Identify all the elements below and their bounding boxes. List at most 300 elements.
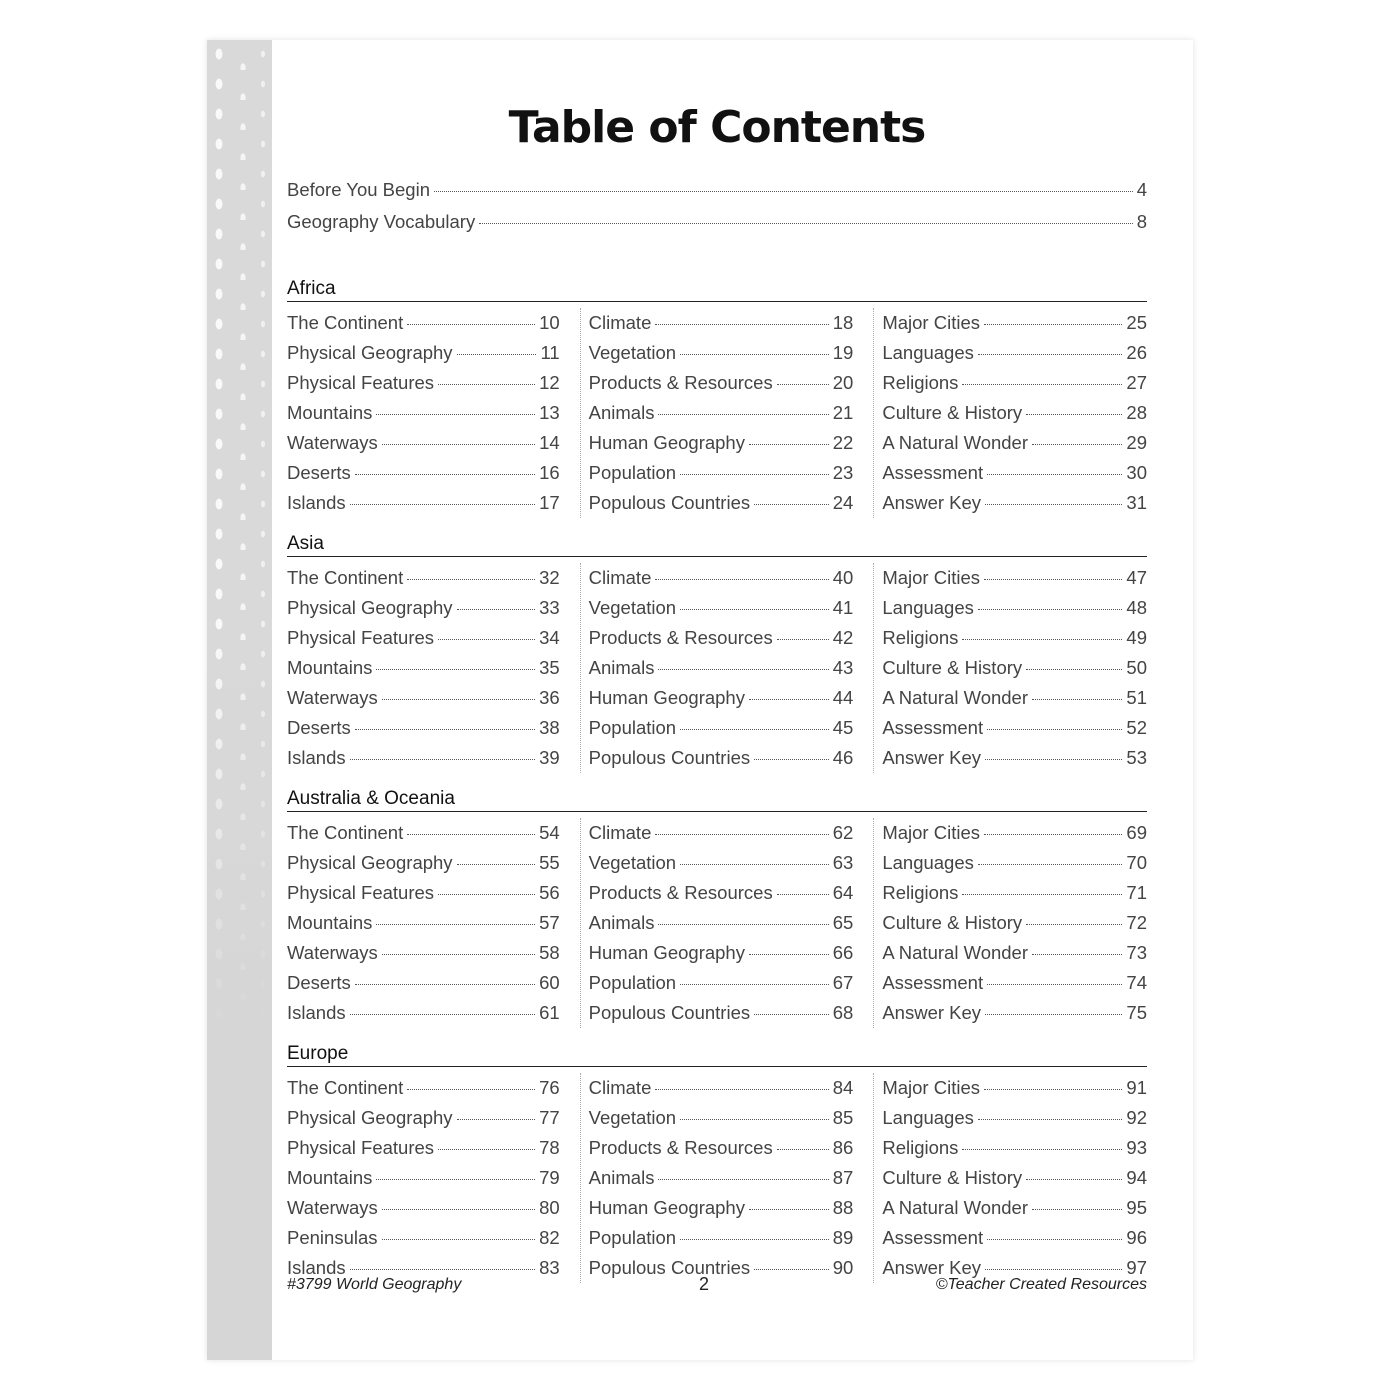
- toc-entry-label: Products & Resources: [588, 882, 773, 903]
- toc-entry-label: Assessment: [882, 462, 984, 483]
- toc-entry-page: 33: [539, 597, 560, 618]
- footer-copyright: ©Teacher Created Resources: [935, 1276, 1147, 1293]
- toc-entry-label: The Continent: [287, 312, 404, 333]
- toc-entry-label: Major Cities: [882, 567, 980, 588]
- dot-leader: [655, 1089, 828, 1090]
- toc-entry-page: 56: [539, 882, 560, 903]
- toc-entry-page: 13: [539, 402, 560, 423]
- dot-leader: [355, 474, 535, 475]
- document-page: [207, 40, 1193, 1360]
- dot-leader: [749, 954, 829, 955]
- toc-entry-page: 25: [1126, 312, 1147, 333]
- dot-leader: [1032, 954, 1122, 955]
- dot-leader: [987, 1239, 1122, 1240]
- toc-entry: [287, 998, 560, 1028]
- toc-entry: [882, 878, 1147, 908]
- toc-entry-label: Major Cities: [882, 312, 980, 333]
- toc-entry-page: 41: [832, 597, 854, 618]
- toc-entry: [287, 308, 560, 338]
- toc-entry: [589, 998, 854, 1028]
- toc-entry-page: 64: [832, 882, 854, 903]
- toc-entry-label: Religions: [882, 372, 959, 393]
- toc-entry-page: 94: [1126, 1167, 1147, 1188]
- toc-entry-page: 27: [1126, 372, 1147, 393]
- toc-entry-label: Human Geography: [588, 432, 745, 453]
- toc-entry-page: 73: [1126, 942, 1147, 963]
- toc-entry-page: 16: [539, 462, 560, 483]
- dot-leader: [985, 1014, 1122, 1015]
- dot-leader: [382, 1209, 535, 1210]
- dot-leader: [962, 1149, 1122, 1150]
- toc-entry-page: 53: [1126, 747, 1147, 768]
- toc-entry: [589, 338, 854, 368]
- toc-entry: [287, 818, 560, 848]
- dot-leader: [680, 1119, 829, 1120]
- toc-column: [873, 818, 1147, 1028]
- toc-entry-label: Physical Geography: [287, 342, 453, 363]
- toc-section: [287, 1042, 1147, 1283]
- toc-entry-page: 40: [832, 567, 854, 588]
- toc-entry-page: 29: [1126, 432, 1147, 453]
- toc-entry-page: 19: [832, 342, 854, 363]
- toc-entry-page: 92: [1126, 1107, 1147, 1128]
- toc-entry-page: 24: [832, 492, 854, 513]
- toc-entry: [287, 848, 560, 878]
- toc-entry-label: Islands: [287, 492, 346, 513]
- dot-leader: [749, 699, 829, 700]
- toc-entry-label: The Continent: [287, 822, 404, 843]
- dot-leader: [962, 639, 1122, 640]
- toc-entry-label: Vegetation: [588, 597, 677, 618]
- toc-entry: [589, 968, 854, 998]
- toc-column: [580, 818, 854, 1028]
- toc-entry-label: Waterways: [287, 1197, 378, 1218]
- toc-entry: [589, 713, 854, 743]
- toc-column: [873, 308, 1147, 518]
- toc-entry-page: 79: [539, 1167, 560, 1188]
- toc-entry-page: 58: [539, 942, 560, 963]
- toc-entry-page: 57: [539, 912, 560, 933]
- toc-entry: [882, 653, 1147, 683]
- toc-entry-label: Islands: [287, 1002, 346, 1023]
- dot-leader: [350, 759, 535, 760]
- toc-entry-label: A Natural Wonder: [882, 1197, 1029, 1218]
- dot-leader: [655, 834, 828, 835]
- toc-entry-label: Population: [588, 717, 677, 738]
- toc-entry: [882, 1133, 1147, 1163]
- section-heading: Africa: [287, 277, 1147, 302]
- toc-entry-page: 38: [539, 717, 560, 738]
- toc-column: [287, 563, 560, 773]
- dot-leader: [350, 504, 535, 505]
- toc-entry: [589, 653, 854, 683]
- toc-entry-page: 67: [832, 972, 854, 993]
- section-columns: [287, 818, 1147, 1028]
- toc-entry: [882, 713, 1147, 743]
- dot-leader: [777, 894, 829, 895]
- toc-entry-label: The Continent: [287, 1077, 404, 1098]
- toc-entry: [287, 938, 560, 968]
- toc-entry-label: Products & Resources: [588, 1137, 773, 1158]
- toc-entry-page: 83: [539, 1257, 560, 1278]
- section-heading: Asia: [287, 532, 1147, 557]
- toc-entry: [589, 428, 854, 458]
- dot-leader: [680, 729, 829, 730]
- toc-entry: [589, 1193, 854, 1223]
- toc-column: [873, 563, 1147, 773]
- dot-leader: [962, 894, 1122, 895]
- dot-leader: [1032, 699, 1122, 700]
- toc-entry-label: Waterways: [287, 687, 378, 708]
- toc-entry-label: Waterways: [287, 942, 378, 963]
- toc-entry-label: Animals: [588, 657, 655, 678]
- toc-entry-label: Animals: [588, 402, 655, 423]
- dot-leader: [407, 1089, 535, 1090]
- toc-entry-label: A Natural Wonder: [882, 687, 1029, 708]
- dot-leader: [777, 384, 829, 385]
- toc-entry: [882, 428, 1147, 458]
- toc-entry: [882, 1163, 1147, 1193]
- toc-entry-page: 8: [1136, 211, 1147, 232]
- toc-entry-label: Assessment: [882, 1227, 984, 1248]
- toc-entry-label: Deserts: [287, 972, 351, 993]
- toc-entry-label: Religions: [882, 627, 959, 648]
- toc-entry-label: Products & Resources: [588, 627, 773, 648]
- toc-entry: [589, 368, 854, 398]
- toc-entry-label: Languages: [882, 597, 974, 618]
- toc-entry-label: Physical Geography: [287, 597, 453, 618]
- toc-entry-label: Peninsulas: [287, 1227, 378, 1248]
- toc-entry: [287, 338, 560, 368]
- toc-entry-page: 77: [539, 1107, 560, 1128]
- toc-entry-page: 88: [832, 1197, 854, 1218]
- toc-entry-page: 44: [832, 687, 854, 708]
- toc-column: [580, 563, 854, 773]
- page-title: Table of Contents: [508, 102, 926, 153]
- toc-entry: [589, 1073, 854, 1103]
- dot-leader: [987, 474, 1122, 475]
- toc-entry-label: Physical Features: [287, 627, 435, 648]
- toc-entry-page: 72: [1126, 912, 1147, 933]
- toc-entry: [882, 368, 1147, 398]
- front-matter-list: [287, 174, 1147, 238]
- toc-entry: [882, 1193, 1147, 1223]
- dot-leader: [438, 639, 535, 640]
- toc-entry-label: Answer Key: [882, 747, 982, 768]
- dot-leader: [754, 1014, 829, 1015]
- toc-entry-page: 12: [539, 372, 560, 393]
- toc-entry: [287, 1223, 560, 1253]
- toc-entry-label: A Natural Wonder: [882, 942, 1029, 963]
- toc-entry-label: Animals: [588, 1167, 655, 1188]
- toc-entry: [287, 1133, 560, 1163]
- toc-entry-label: Mountains: [287, 657, 373, 678]
- dot-leader: [978, 864, 1123, 865]
- dot-leader: [407, 324, 535, 325]
- toc-entry-page: 80: [539, 1197, 560, 1218]
- toc-entry: [287, 368, 560, 398]
- toc-entry: [287, 458, 560, 488]
- toc-entry-page: 48: [1126, 597, 1147, 618]
- dot-leader: [754, 759, 829, 760]
- toc-entry-page: 86: [832, 1137, 854, 1158]
- toc-entry-page: 31: [1126, 492, 1147, 513]
- toc-entry-page: 90: [832, 1257, 854, 1278]
- toc-entry-page: 75: [1126, 1002, 1147, 1023]
- toc-entry-page: 68: [832, 1002, 854, 1023]
- toc-entry: [882, 488, 1147, 518]
- toc-entry-label: Physical Features: [287, 372, 435, 393]
- dot-leader: [457, 609, 536, 610]
- toc-entry-label: Animals: [588, 912, 655, 933]
- toc-entry-page: 70: [1126, 852, 1147, 873]
- toc-entry-page: 10: [539, 312, 560, 333]
- toc-entry-label: Answer Key: [882, 492, 982, 513]
- dot-leader: [376, 924, 535, 925]
- toc-entry-label: Languages: [882, 1107, 974, 1128]
- toc-entry-label: Physical Features: [287, 882, 435, 903]
- toc-entry-label: Culture & History: [882, 402, 1023, 423]
- dot-leader: [658, 414, 828, 415]
- toc-entry: [882, 1103, 1147, 1133]
- toc-entry: [882, 338, 1147, 368]
- toc-column: [580, 308, 854, 518]
- toc-entry: [882, 968, 1147, 998]
- toc-entry-page: 45: [832, 717, 854, 738]
- dot-leader: [680, 984, 829, 985]
- toc-entry: [287, 593, 560, 623]
- toc-entry-label: Assessment: [882, 717, 984, 738]
- toc-section: [287, 787, 1147, 1028]
- dot-leader: [680, 1239, 829, 1240]
- toc-entry-label: The Continent: [287, 567, 404, 588]
- toc-entry-page: 20: [832, 372, 854, 393]
- toc-entry-page: 63: [832, 852, 854, 873]
- toc-entry-label: Major Cities: [882, 1077, 980, 1098]
- toc-entry: [589, 908, 854, 938]
- toc-entry-page: 46: [832, 747, 854, 768]
- toc-entry-label: Major Cities: [882, 822, 980, 843]
- toc-entry-label: Languages: [882, 342, 974, 363]
- toc-entry-label: Culture & History: [882, 657, 1023, 678]
- toc-entry-page: 35: [539, 657, 560, 678]
- toc-entry-label: Mountains: [287, 1167, 373, 1188]
- footer-book-title: #3799 World Geography: [287, 1276, 462, 1293]
- toc-entry-label: Culture & History: [882, 912, 1023, 933]
- toc-entry-label: Religions: [882, 882, 959, 903]
- toc-entry: [287, 1193, 560, 1223]
- toc-entry-page: 36: [539, 687, 560, 708]
- toc-entry: [589, 623, 854, 653]
- toc-entry-label: Vegetation: [588, 852, 677, 873]
- dot-leader: [658, 924, 828, 925]
- dot-leader: [1032, 1209, 1122, 1210]
- footer-page-number: 2: [698, 1274, 709, 1294]
- toc-entry-label: Vegetation: [588, 342, 677, 363]
- dot-leader: [754, 504, 829, 505]
- dot-leader: [382, 954, 535, 955]
- dot-leader: [1026, 924, 1122, 925]
- toc-entry: [287, 683, 560, 713]
- dot-leader: [655, 324, 828, 325]
- toc-entry-page: 66: [832, 942, 854, 963]
- dot-leader: [438, 1149, 535, 1150]
- toc-entry-page: 18: [832, 312, 854, 333]
- dot-leader: [978, 609, 1123, 610]
- toc-entry-page: 52: [1126, 717, 1147, 738]
- dot-leader: [1026, 414, 1122, 415]
- toc-entry: [287, 1163, 560, 1193]
- toc-entry-label: Population: [588, 1227, 677, 1248]
- toc-entry: [882, 458, 1147, 488]
- toc-entry: [287, 1103, 560, 1133]
- toc-entry-page: 4: [1136, 179, 1147, 200]
- dot-leader: [658, 669, 828, 670]
- toc-entry-page: 89: [832, 1227, 854, 1248]
- toc-entry-page: 71: [1126, 882, 1147, 903]
- toc-entry: [287, 206, 1147, 238]
- dot-leader: [376, 669, 535, 670]
- toc-entry-label: Populous Countries: [588, 747, 751, 768]
- toc-entry-page: 54: [539, 822, 560, 843]
- toc-entry-page: 51: [1126, 687, 1147, 708]
- toc-entry-page: 11: [540, 342, 560, 363]
- toc-entry-page: 23: [832, 462, 854, 483]
- toc-entry-label: Religions: [882, 1137, 959, 1158]
- toc-entry: [882, 938, 1147, 968]
- toc-entry-page: 49: [1126, 627, 1147, 648]
- toc-entry-page: 62: [832, 822, 854, 843]
- toc-entry-label: Climate: [588, 312, 652, 333]
- toc-entry-label: Answer Key: [882, 1257, 982, 1278]
- toc-entry: [882, 1073, 1147, 1103]
- dot-leader: [355, 729, 535, 730]
- toc-entry-label: Climate: [588, 1077, 652, 1098]
- dot-leader: [984, 324, 1122, 325]
- dot-leader: [457, 864, 536, 865]
- toc-entry: [882, 908, 1147, 938]
- dot-leader: [987, 984, 1122, 985]
- toc-entry: [589, 683, 854, 713]
- dot-leader: [382, 699, 535, 700]
- toc-entry: [882, 743, 1147, 773]
- toc-entry: [882, 563, 1147, 593]
- toc-entry: [287, 398, 560, 428]
- toc-entry-page: 21: [832, 402, 854, 423]
- toc-section: [287, 532, 1147, 773]
- toc-entry: [589, 593, 854, 623]
- dot-leader: [680, 864, 829, 865]
- dot-leader: [434, 191, 1133, 192]
- toc-entry: [882, 1223, 1147, 1253]
- toc-entry-page: 84: [832, 1077, 854, 1098]
- toc-entry-label: A Natural Wonder: [882, 432, 1029, 453]
- toc-entry-label: Climate: [588, 822, 652, 843]
- toc-entry: [589, 458, 854, 488]
- toc-entry-page: 55: [539, 852, 560, 873]
- toc-entry: [287, 713, 560, 743]
- toc-entry-label: Human Geography: [588, 1197, 745, 1218]
- toc-entry-page: 91: [1126, 1077, 1147, 1098]
- dot-leader: [984, 834, 1122, 835]
- dot-leader: [749, 444, 829, 445]
- dot-leader: [987, 729, 1122, 730]
- toc-column: [287, 308, 560, 518]
- dot-leader: [350, 1269, 535, 1270]
- toc-entry: [589, 1133, 854, 1163]
- toc-entry-label: Mountains: [287, 402, 373, 423]
- toc-entry-page: 76: [539, 1077, 560, 1098]
- toc-entry-label: Populous Countries: [588, 492, 751, 513]
- toc-entry-page: 93: [1126, 1137, 1147, 1158]
- toc-entry: [589, 398, 854, 428]
- toc-entry: [589, 488, 854, 518]
- toc-entry: [287, 968, 560, 998]
- toc-column: [287, 818, 560, 1028]
- toc-entry-page: 50: [1126, 657, 1147, 678]
- toc-entry: [882, 398, 1147, 428]
- toc-entry: [287, 908, 560, 938]
- dot-leader: [777, 639, 829, 640]
- toc-entry: [882, 308, 1147, 338]
- section-heading: Australia & Oceania: [287, 787, 1147, 812]
- toc-entry-page: 42: [832, 627, 854, 648]
- dot-leader: [984, 579, 1122, 580]
- toc-entry-label: Population: [588, 462, 677, 483]
- toc-entry-label: Physical Geography: [287, 1107, 453, 1128]
- toc-entry-page: 39: [539, 747, 560, 768]
- toc-entry-label: Populous Countries: [588, 1257, 751, 1278]
- page-footer: [287, 1276, 1147, 1300]
- dot-leader: [407, 834, 535, 835]
- decorative-side-strip: [207, 40, 272, 1360]
- toc-entry-page: 95: [1126, 1197, 1147, 1218]
- dot-leader: [985, 1269, 1122, 1270]
- toc-entry-label: Population: [588, 972, 677, 993]
- toc-entry: [589, 878, 854, 908]
- toc-entry-page: 22: [832, 432, 854, 453]
- toc-entry: [287, 563, 560, 593]
- dot-leader: [777, 1149, 829, 1150]
- dot-leader: [658, 1179, 828, 1180]
- toc-entry: [882, 848, 1147, 878]
- toc-entry-page: 61: [539, 1002, 560, 1023]
- toc-entry-page: 30: [1126, 462, 1147, 483]
- toc-entry-label: Languages: [882, 852, 974, 873]
- dot-leader: [355, 984, 535, 985]
- dot-leader: [1032, 444, 1122, 445]
- toc-entry-page: 26: [1126, 342, 1147, 363]
- toc-entry-label: Deserts: [287, 717, 351, 738]
- dot-leader: [382, 444, 535, 445]
- section-columns: [287, 1073, 1147, 1283]
- dot-leader: [978, 1119, 1123, 1120]
- toc-entry-label: Answer Key: [882, 1002, 982, 1023]
- toc-column: [873, 1073, 1147, 1283]
- toc-entry-label: Populous Countries: [588, 1002, 751, 1023]
- dot-leader: [457, 1119, 536, 1120]
- toc-entry-page: 14: [539, 432, 560, 453]
- dot-leader: [680, 354, 829, 355]
- toc-entry-page: 85: [832, 1107, 854, 1128]
- toc-entry-page: 32: [539, 567, 560, 588]
- dot-leader: [350, 1014, 535, 1015]
- toc-entry: [882, 593, 1147, 623]
- dot-leader: [962, 384, 1122, 385]
- dot-leader: [407, 579, 535, 580]
- dot-leader: [1026, 669, 1122, 670]
- toc-entry-label: Climate: [588, 567, 652, 588]
